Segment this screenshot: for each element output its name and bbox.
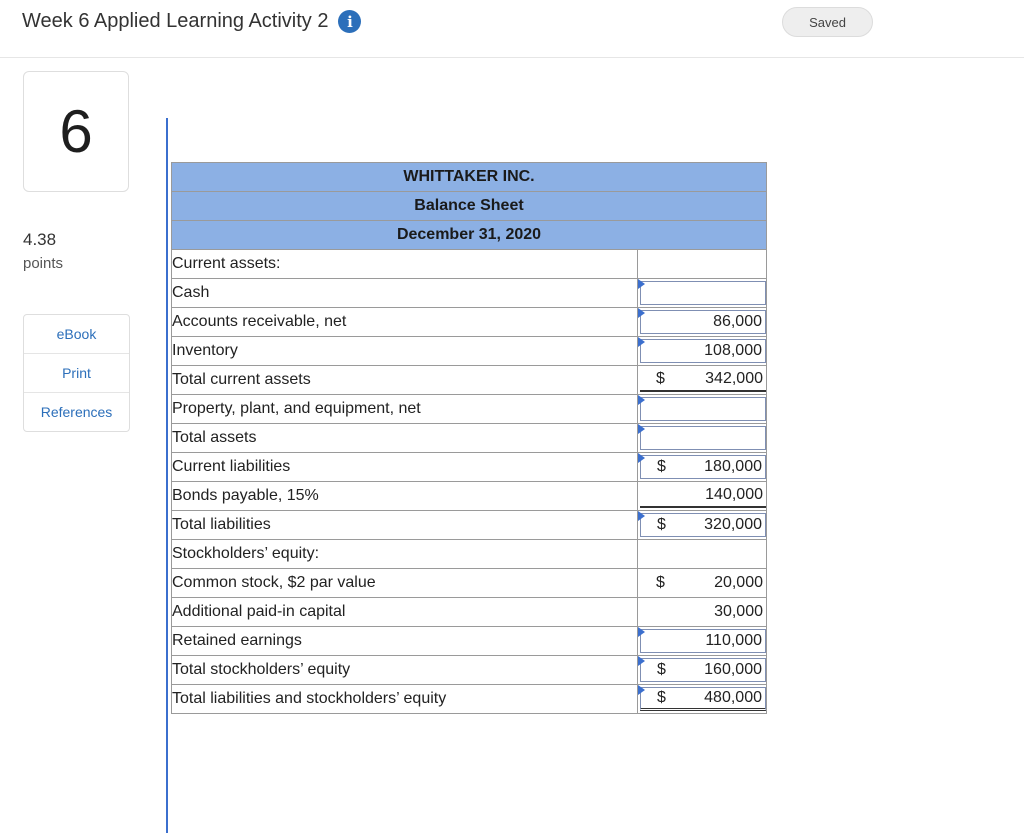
amount-value: 86,000 bbox=[713, 313, 762, 330]
row-label: Retained earnings bbox=[172, 627, 638, 656]
input-marker-icon bbox=[638, 511, 645, 521]
row-label: Total current assets bbox=[172, 366, 638, 395]
row-label: Total liabilities bbox=[172, 511, 638, 540]
table-row bbox=[172, 656, 767, 685]
input-box[interactable] bbox=[640, 397, 766, 421]
input-box[interactable] bbox=[640, 658, 766, 682]
total-current-assets-cell bbox=[638, 366, 767, 395]
table-row bbox=[172, 366, 767, 395]
table-row bbox=[172, 424, 767, 453]
inventory-input[interactable] bbox=[638, 337, 767, 366]
input-box[interactable] bbox=[640, 455, 766, 479]
input-marker-icon bbox=[638, 453, 645, 463]
points-value: 4.38 bbox=[23, 230, 57, 249]
row-label: Current liabilities bbox=[172, 453, 638, 482]
amount-value: 480,000 bbox=[704, 689, 762, 706]
value-cell bbox=[640, 571, 766, 595]
amount-value: 140,000 bbox=[705, 486, 763, 503]
dollar-sign: $ bbox=[657, 689, 666, 706]
input-marker-icon bbox=[638, 424, 645, 434]
total-liabilities-equity-input[interactable] bbox=[638, 685, 767, 714]
input-box[interactable] bbox=[640, 281, 766, 305]
table-row bbox=[172, 569, 767, 598]
references-button[interactable]: References bbox=[40, 404, 113, 420]
row-label: Total stockholders’ equity bbox=[172, 656, 638, 685]
row-label: Total assets bbox=[172, 424, 638, 453]
company-name: WHITTAKER INC. bbox=[172, 163, 767, 192]
dollar-sign: $ bbox=[656, 370, 665, 387]
question-number: 6 bbox=[23, 71, 129, 192]
value-cell bbox=[640, 600, 766, 624]
row-label: Additional paid-in capital bbox=[172, 598, 638, 627]
table-row bbox=[172, 540, 767, 569]
content-divider bbox=[166, 118, 168, 833]
row-label: Current assets: bbox=[172, 250, 638, 279]
saved-status: Saved bbox=[782, 7, 873, 37]
value-cell bbox=[640, 484, 766, 508]
row-label: Property, plant, and equipment, net bbox=[172, 395, 638, 424]
input-box[interactable] bbox=[640, 310, 766, 334]
amount-value: 110,000 bbox=[705, 632, 762, 649]
amount-value: 30,000 bbox=[714, 603, 763, 620]
amount-value: 160,000 bbox=[704, 661, 762, 678]
input-box[interactable] bbox=[640, 426, 766, 450]
value-cell bbox=[640, 368, 766, 392]
dollar-sign: $ bbox=[657, 458, 666, 475]
dollar-sign: $ bbox=[657, 661, 666, 678]
ppe-input[interactable] bbox=[638, 395, 767, 424]
assignment-title bbox=[22, 10, 361, 33]
table-row bbox=[172, 250, 767, 279]
statement-name: Balance Sheet bbox=[172, 192, 767, 221]
points-label: points bbox=[23, 255, 64, 272]
table-row bbox=[172, 395, 767, 424]
table-row bbox=[172, 337, 767, 366]
retained-earnings-input[interactable] bbox=[638, 627, 767, 656]
info-icon[interactable]: i bbox=[338, 10, 361, 33]
input-marker-icon bbox=[638, 308, 645, 318]
amount-value: 20,000 bbox=[714, 574, 763, 591]
row-label: Common stock, $2 par value bbox=[172, 569, 638, 598]
row-label: Bonds payable, 15% bbox=[172, 482, 638, 511]
input-marker-icon bbox=[638, 395, 645, 405]
row-label: Inventory bbox=[172, 337, 638, 366]
table-row bbox=[172, 627, 767, 656]
total-assets-input[interactable] bbox=[638, 424, 767, 453]
accounts-receivable-input[interactable] bbox=[638, 308, 767, 337]
empty-cell bbox=[638, 540, 767, 569]
input-marker-icon bbox=[638, 279, 645, 289]
total-stockholders-equity-input[interactable] bbox=[638, 656, 767, 685]
resource-buttons bbox=[23, 314, 130, 432]
amount-value: 320,000 bbox=[704, 516, 762, 533]
amount-value: 342,000 bbox=[705, 370, 763, 387]
total-liabilities-input[interactable] bbox=[638, 511, 767, 540]
top-bar bbox=[0, 0, 1024, 58]
row-label: Accounts receivable, net bbox=[172, 308, 638, 337]
common-stock-cell bbox=[638, 569, 767, 598]
apic-cell bbox=[638, 598, 767, 627]
table-row bbox=[172, 453, 767, 482]
input-box[interactable] bbox=[640, 687, 766, 711]
table-row bbox=[172, 279, 767, 308]
row-label: Stockholders’ equity: bbox=[172, 540, 638, 569]
current-liabilities-input[interactable] bbox=[638, 453, 767, 482]
amount-value: 108,000 bbox=[704, 342, 762, 359]
input-marker-icon bbox=[638, 685, 645, 695]
table-row bbox=[172, 685, 767, 714]
dollar-sign: $ bbox=[657, 516, 666, 533]
input-marker-icon bbox=[638, 656, 645, 666]
statement-date: December 31, 2020 bbox=[172, 221, 767, 250]
row-label: Total liabilities and stockholders’ equity bbox=[172, 685, 638, 714]
ebook-button[interactable]: eBook bbox=[24, 315, 129, 354]
amount-value: 180,000 bbox=[704, 458, 762, 475]
input-box[interactable] bbox=[640, 629, 766, 653]
input-marker-icon bbox=[638, 337, 645, 347]
table-row bbox=[172, 511, 767, 540]
input-marker-icon bbox=[638, 627, 645, 637]
input-box[interactable] bbox=[640, 339, 766, 363]
empty-cell bbox=[638, 250, 767, 279]
table-row bbox=[172, 308, 767, 337]
print-button[interactable]: Print bbox=[24, 354, 129, 393]
bonds-payable-cell bbox=[638, 482, 767, 511]
balance-sheet-table bbox=[171, 162, 767, 714]
input-box[interactable] bbox=[640, 513, 766, 537]
row-label: Cash bbox=[172, 279, 638, 308]
table-row bbox=[172, 598, 767, 627]
title-text: Week 6 Applied Learning Activity 2 bbox=[22, 10, 329, 32]
dollar-sign: $ bbox=[656, 574, 665, 591]
table-row bbox=[172, 482, 767, 511]
cash-input[interactable] bbox=[638, 279, 767, 308]
